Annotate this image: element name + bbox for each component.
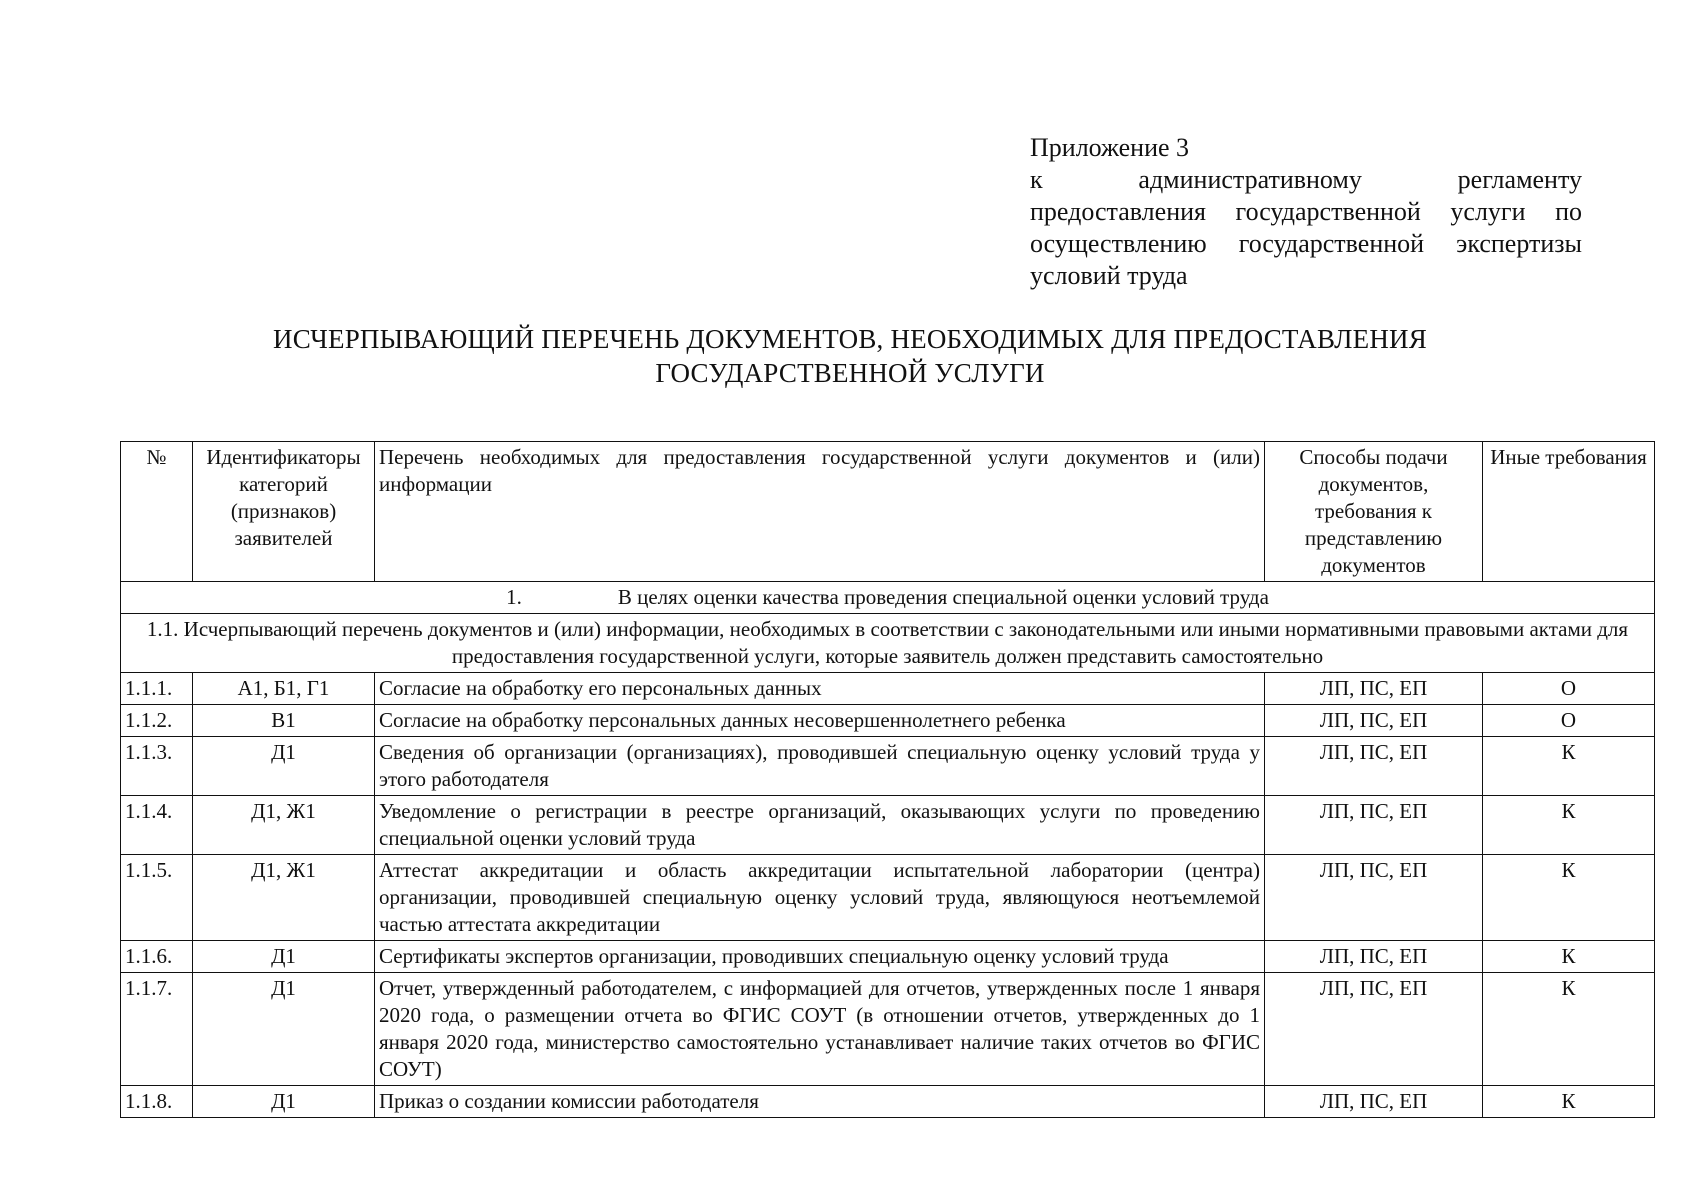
row-other-requirements: К [1483, 973, 1655, 1086]
row-submission-methods: ЛП, ПС, ЕП [1265, 973, 1483, 1086]
row-applicant-ids: Д1 [193, 737, 375, 796]
row-document: Сведения об организации (организациях), проводившей специальную оценку условий труда у этого работодателя [375, 737, 1265, 796]
row-number: 1.1.6. [121, 941, 193, 973]
documents-table [120, 441, 1655, 1118]
row-number: 1.1.7. [121, 973, 193, 1086]
appendix-line: предоставления государственной услуги по [1030, 197, 1582, 226]
row-applicant-ids: Д1, Ж1 [193, 796, 375, 855]
row-applicant-ids: А1, Б1, Г1 [193, 673, 375, 705]
row-submission-methods: ЛП, ПС, ЕП [1265, 705, 1483, 737]
row-applicant-ids: Д1 [193, 1086, 375, 1118]
row-submission-methods: ЛП, ПС, ЕП [1265, 796, 1483, 855]
row-applicant-ids: В1 [193, 705, 375, 737]
row-number: 1.1.5. [121, 855, 193, 941]
table-row [121, 737, 1655, 796]
document-title-line: ГОСУДАРСТВЕННОЙ УСЛУГИ [655, 358, 1045, 388]
row-other-requirements: К [1483, 855, 1655, 941]
table-header-row [121, 442, 1655, 582]
table-row [121, 941, 1655, 973]
header-documents: Перечень необходимых для предоставления государственной услуги документов и (или) информации [375, 442, 1265, 582]
row-other-requirements: К [1483, 941, 1655, 973]
table-row [121, 855, 1655, 941]
row-other-requirements: К [1483, 1086, 1655, 1118]
appendix-title: Приложение 3 [1030, 133, 1190, 162]
row-submission-methods: ЛП, ПС, ЕП [1265, 941, 1483, 973]
row-document: Сертификаты экспертов организации, проводивших специальную оценку условий труда [375, 941, 1265, 973]
row-submission-methods: ЛП, ПС, ЕП [1265, 855, 1483, 941]
header-num: № [121, 442, 193, 582]
row-document: Аттестат аккредитации и область аккредитации испытательной лаборатории (центра) организации, проводившей специальную оценку условий труда, являющуюся неотъемлемой частью аттестата аккредитации [375, 855, 1265, 941]
row-number: 1.1.1. [121, 673, 193, 705]
row-other-requirements: О [1483, 673, 1655, 705]
row-other-requirements: О [1483, 705, 1655, 737]
row-applicant-ids: Д1 [193, 941, 375, 973]
row-number: 1.1.2. [121, 705, 193, 737]
table-row [121, 673, 1655, 705]
appendix-block [1030, 132, 1582, 292]
header-other-requirements: Иные требования [1483, 442, 1655, 582]
table-row [121, 1086, 1655, 1118]
subsection-cell: 1.1. Исчерпывающий перечень документов и (или) информации, необходимых в соответствии с законодательными или иными нормативными правовыми актами для предоставления государственной услуги, которые заявитель должен представить самостоятельно [121, 614, 1655, 673]
section-title: В целях оценки качества проведения специальной оценки условий труда [617, 585, 1269, 609]
table-row [121, 796, 1655, 855]
appendix-line: к административному регламенту [1030, 165, 1582, 194]
row-applicant-ids: Д1, Ж1 [193, 855, 375, 941]
header-applicant-ids: Идентификаторы категорий (признаков) заявителей [193, 442, 375, 582]
row-document: Согласие на обработку его персональных данных [375, 673, 1265, 705]
row-submission-methods: ЛП, ПС, ЕП [1265, 673, 1483, 705]
row-number: 1.1.4. [121, 796, 193, 855]
section-number: 1. [506, 585, 522, 609]
row-other-requirements: К [1483, 737, 1655, 796]
table-body [121, 582, 1655, 1118]
document-title [120, 322, 1580, 390]
row-document: Согласие на обработку персональных данных несовершеннолетнего ребенка [375, 705, 1265, 737]
row-number: 1.1.8. [121, 1086, 193, 1118]
section-row [121, 582, 1655, 614]
row-submission-methods: ЛП, ПС, ЕП [1265, 1086, 1483, 1118]
subsection-row [121, 614, 1655, 673]
row-submission-methods: ЛП, ПС, ЕП [1265, 737, 1483, 796]
row-document: Отчет, утвержденный работодателем, с информацией для отчетов, утвержденных после 1 января 2020 года, о размещении отчета во ФГИС СОУТ (в отношении отчетов, утвержденных до 1 января 2020 года, министерство самостоятельно устанавливает наличие таких отчетов во ФГИС СОУТ) [375, 973, 1265, 1086]
row-applicant-ids: Д1 [193, 973, 375, 1086]
row-number: 1.1.3. [121, 737, 193, 796]
appendix-line: осуществлению государственной экспертизы [1030, 229, 1582, 258]
table-row [121, 705, 1655, 737]
table-row [121, 973, 1655, 1086]
header-submission-methods: Способы подачи документов, требования к представлению документов [1265, 442, 1483, 582]
row-other-requirements: К [1483, 796, 1655, 855]
row-document: Уведомление о регистрации в реестре организаций, оказывающих услуги по проведению специальной оценки условий труда [375, 796, 1265, 855]
document-title-line: ИСЧЕРПЫВАЮЩИЙ ПЕРЕЧЕНЬ ДОКУМЕНТОВ, НЕОБХОДИМЫХ ДЛЯ ПРЕДОСТАВЛЕНИЯ [273, 324, 1427, 354]
appendix-line: условий труда [1030, 261, 1188, 290]
section-cell [121, 582, 1655, 614]
row-document: Приказ о создании комиссии работодателя [375, 1086, 1265, 1118]
